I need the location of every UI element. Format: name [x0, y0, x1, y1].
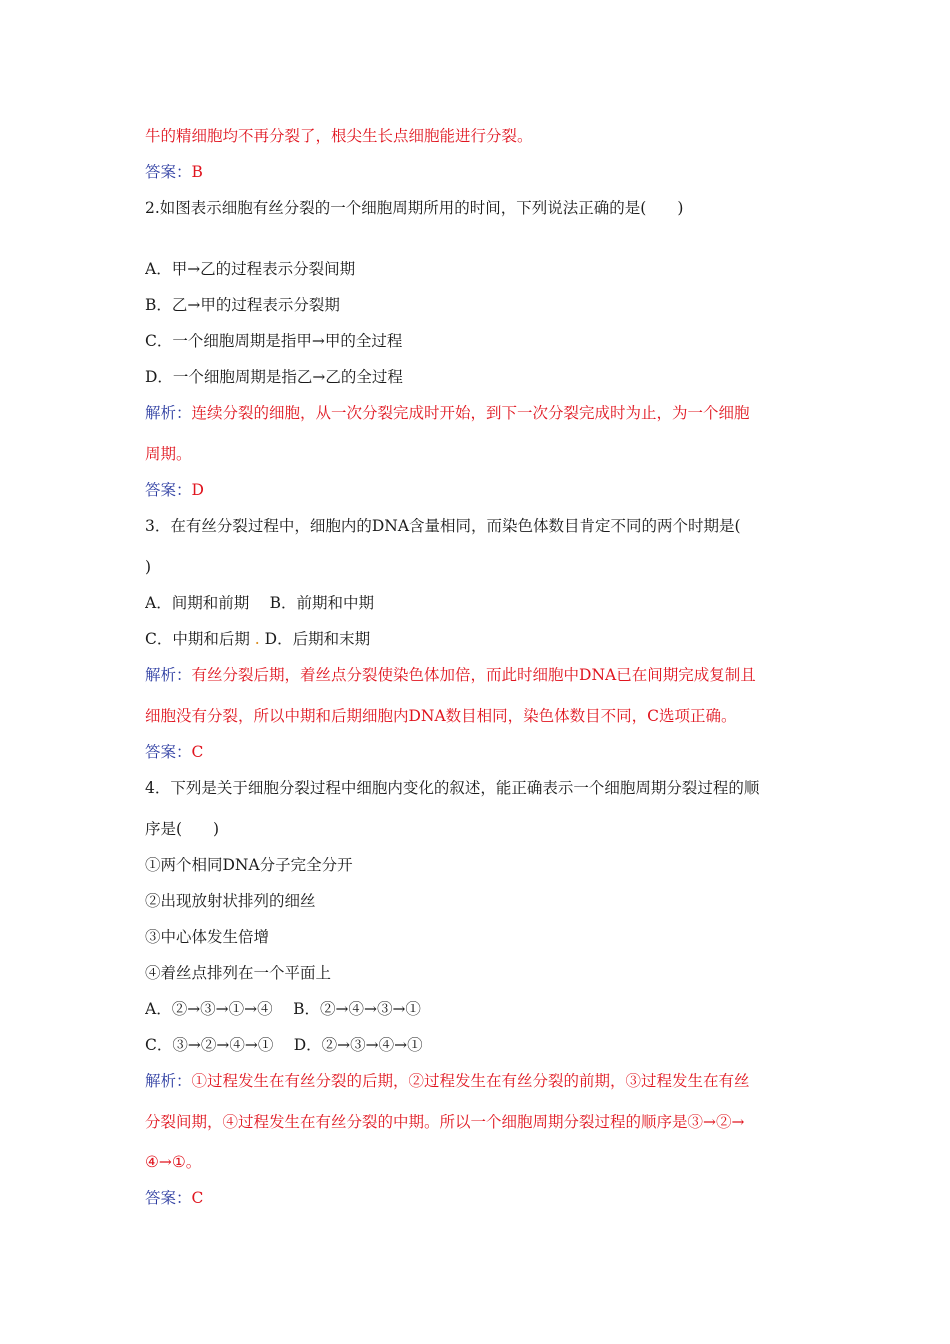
answer-value: D [191, 481, 204, 499]
q4-item-2: ②出现放射状排列的细丝 [145, 892, 316, 910]
analysis-label: 解析： [145, 1072, 192, 1090]
question-3-line-2: ) [145, 558, 152, 576]
q2-option-d: D．一个细胞周期是指乙→乙的全过程 [145, 368, 403, 386]
question-3-line-1: 3．在有丝分裂过程中，细胞内的DNA含量相同，而染色体数目肯定不同的两个时期是( [145, 517, 741, 535]
analysis-2-line-1 [145, 402, 810, 424]
answer-1 [145, 161, 810, 183]
q4-options-ab: A．②→③→①→④ B．②→④→③→① [145, 1000, 421, 1018]
q3-option-c: C．中期和后期 [145, 630, 255, 648]
analysis-2-line-2: 周期。 [145, 445, 192, 463]
q3-options-ab: A．间期和前期 B．前期和中期 [145, 594, 375, 612]
answer-4 [145, 1187, 810, 1209]
q2-option-b: B．乙→甲的过程表示分裂期 [145, 296, 340, 314]
analysis-text: ①过程发生在有丝分裂的后期，②过程发生在有丝分裂的前期，③过程发生在有丝 [191, 1072, 750, 1090]
q4-item-3: ③中心体发生倍增 [145, 928, 270, 946]
analysis-3-line-1 [145, 664, 810, 686]
answer-label: 答案： [145, 163, 192, 181]
stray-dot: . [254, 630, 260, 648]
analysis-label: 解析： [145, 666, 192, 684]
q4-item-4: ④着丝点排列在一个平面上 [145, 964, 332, 982]
analysis-4-line-3: ④→①。 [145, 1153, 202, 1171]
q4-item-1: ①两个相同DNA分子完全分开 [145, 856, 353, 874]
answer-3 [145, 741, 810, 763]
question-4-line-2: 序是( ) [145, 820, 220, 838]
answer-value: B [191, 163, 203, 181]
answer-label: 答案： [145, 1189, 192, 1207]
q4-options-cd: C．③→②→④→① D．②→③→④→① [145, 1036, 423, 1054]
answer-label: 答案： [145, 743, 192, 761]
q2-option-a: A．甲→乙的过程表示分裂间期 [145, 260, 356, 278]
q3-options-cd [145, 628, 810, 650]
analysis-3-line-2: 细胞没有分裂，所以中期和后期细胞内DNA数目相同，染色体数目不同，C选项正确。 [145, 707, 737, 725]
q2-option-c: C．一个细胞周期是指甲→甲的全过程 [145, 332, 403, 350]
answer-label: 答案： [145, 481, 192, 499]
analysis-text: 连续分裂的细胞，从一次分裂完成时开始，到下一次分裂完成时为止，为一个细胞 [191, 404, 750, 422]
question-2: 2.如图表示细胞有丝分裂的一个细胞周期所用的时间，下列说法正确的是( ) [145, 199, 684, 217]
answer-2 [145, 479, 810, 501]
answer-value: C [191, 1189, 204, 1207]
analysis-4-line-1 [145, 1070, 810, 1092]
prev-analysis-tail: 牛的精细胞均不再分裂了，根尖生长点细胞能进行分裂。 [145, 127, 533, 145]
analysis-label: 解析： [145, 404, 192, 422]
analysis-text: 有丝分裂后期，着丝点分裂使染色体加倍，而此时细胞中DNA已在间期完成复制且 [191, 666, 756, 684]
q3-option-d: D．后期和末期 [259, 630, 371, 648]
answer-value: C [191, 743, 204, 761]
question-4-line-1: 4．下列是关于细胞分裂过程中细胞内变化的叙述，能正确表示一个细胞周期分裂过程的顺 [145, 779, 760, 797]
analysis-4-line-2: 分裂间期，④过程发生在有丝分裂的中期。所以一个细胞周期分裂过程的顺序是③→②→ [145, 1113, 745, 1131]
